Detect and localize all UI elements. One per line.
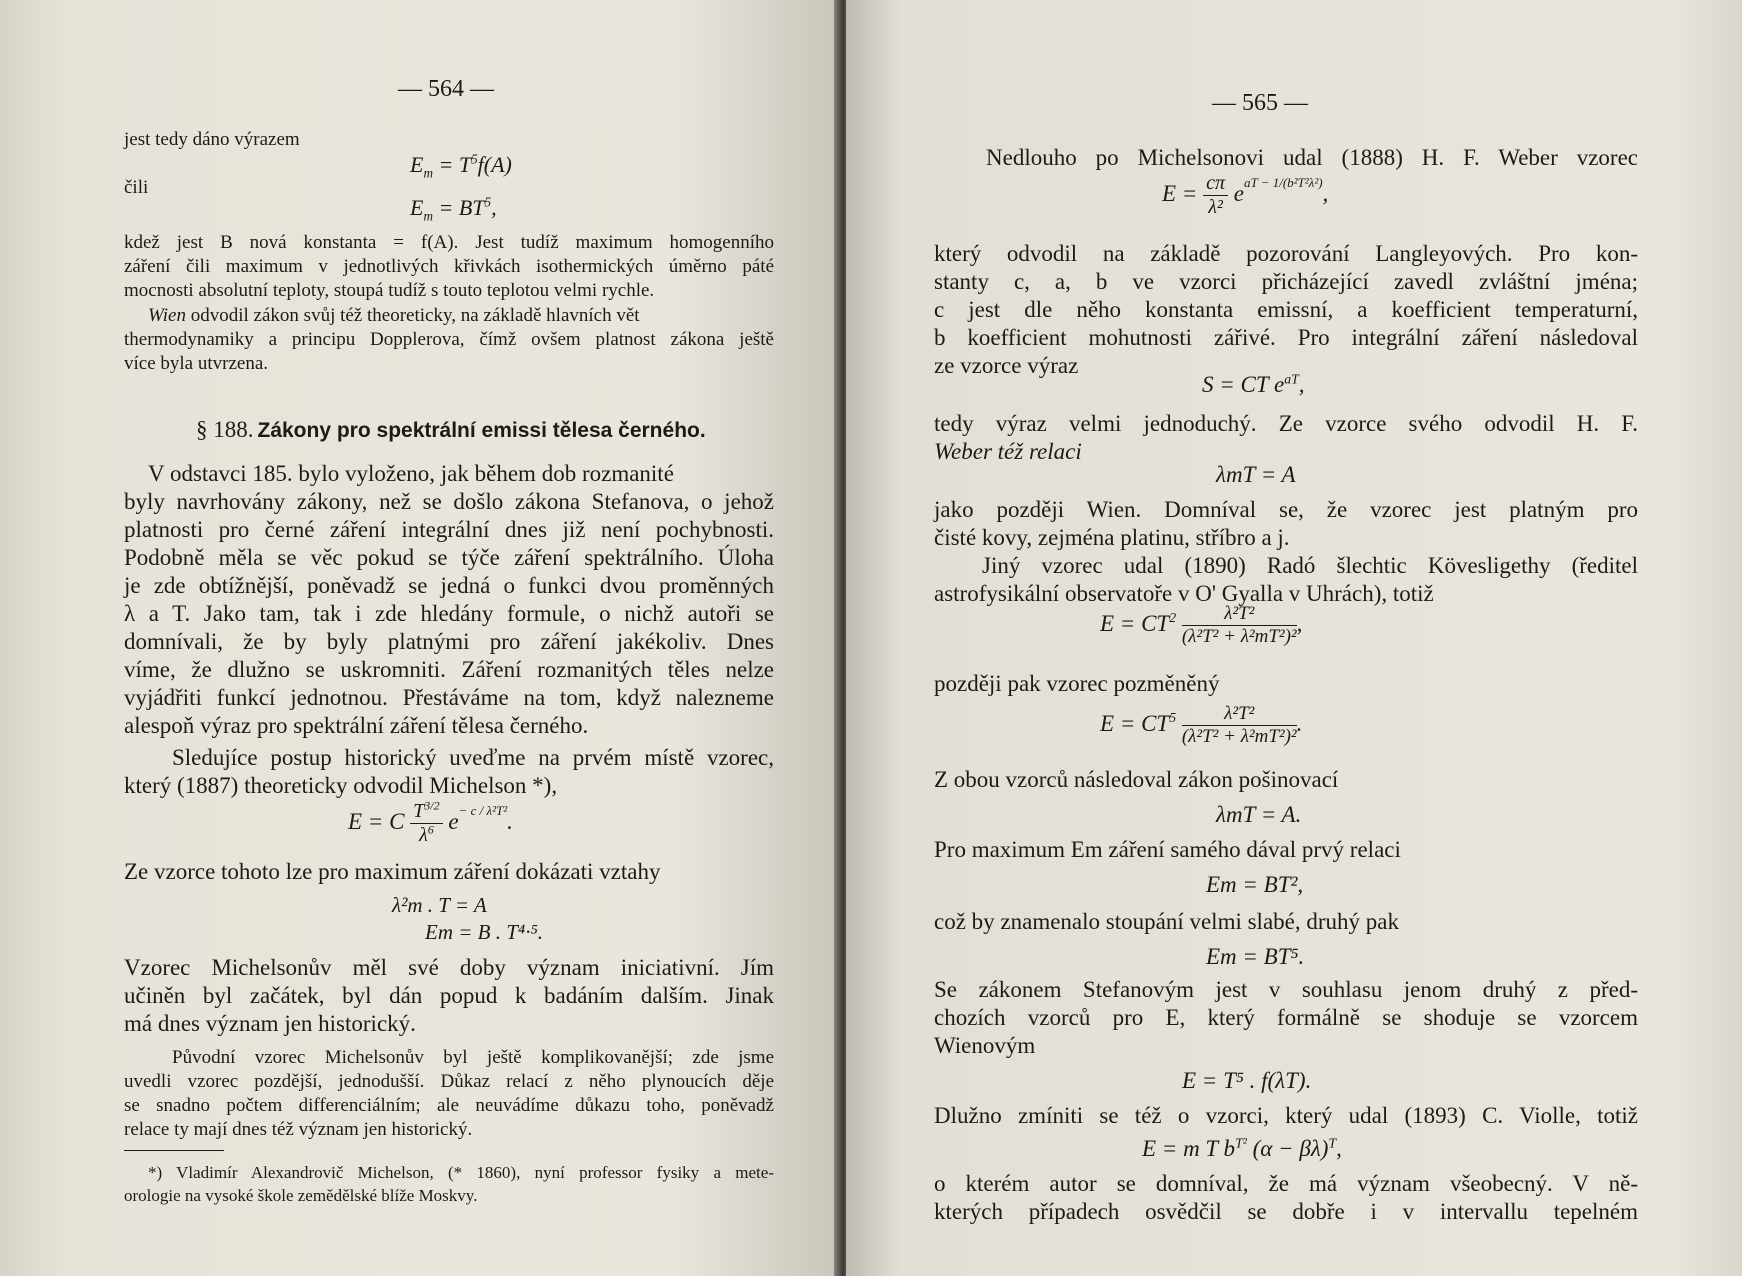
paragraph-line: b koefficient mohutnosti zářivé. Pro integrální záření následoval [934,325,1638,350]
note-line: uvedli vzorec pozdější, jednodušší. Důkaz relací z něho plynoucích děje [124,1071,774,1092]
paragraph-line: mocnosti absolutní teploty, stoupá tudíž s touto teplotou velmi rychle. [124,280,655,301]
paragraph-line: alespoň výraz pro spektrální záření tělesa černého. [124,713,589,738]
equation-kovesligethy-2: $E = CT^5$ $\frac{\text{λ²T²}}{\text{(λ²T² + λ²mT²)²}}$ . [1100,703,1303,747]
page-number-left: — 564 — [398,76,494,102]
paragraph-line: kterých případech osvědčil se dobře i v intervallu tepelném [934,1199,1638,1224]
paragraph-line: Sledujíce postup historický uveďme na prvém místě vzorec, [172,745,774,770]
right-page [846,0,1742,1276]
paragraph-line: domnívali, že by byly platnými pro záření jakékoliv. Dnes [124,629,774,654]
equation-wien: E = T⁵ . f(λT). [1182,1068,1312,1093]
paragraph-line: Wien odvodil zákon svůj též theoreticky, na základě hlavních vět [148,305,640,326]
paragraph-line: byly navrhovány zákony, než se došlo zákona Stefanova, o jehož [124,489,774,514]
paragraph-line: víme, že dlužno se uskromniti. Záření rozmanitých těles nelze [124,657,774,682]
paragraph-line: platnosti pro černé záření integrální dnes již není pochybnosti. [124,517,774,542]
equation-em-b-t45: Em = B . T⁴·⁵. [425,920,544,944]
equation-lambda-m: λ²m . T = A [392,893,487,917]
paragraph-line: Nedlouho po Michelsonovi udal (1888) H. F. Weber vzorec [986,145,1638,170]
paragraph-line: V odstavci 185. bylo vyloženo, jak během dob rozmanité [148,461,674,486]
paragraph-line: čisté kovy, zejména platinu, stříbro a j. [934,525,1290,550]
paragraph-line: Z obou vzorců následoval zákon pošinovací [934,767,1339,792]
paragraph-line: jako později Wien. Domníval se, že vzorec jest platným pro [934,497,1638,522]
paragraph-line: o kterém autor se domníval, že má význam všeobecný. V ně- [934,1171,1638,1196]
paragraph-line: Weber též relaci [934,439,1082,464]
equation-em-f: $E_m = T^5f(A)$ [410,151,512,181]
paragraph-line: který odvodil na základě pozorování Langleyových. Pro kon- [934,241,1638,266]
note-line: relace ty mají dnes též význam jen historický. [124,1119,473,1140]
note-line: se snadno počtem differenciálním; ale neuvádíme důkazu toho, poněvadž [124,1095,774,1116]
paragraph-line: Se zákonem Stefanovým jest v souhlasu jenom druhý z před- [934,977,1638,1002]
equation-displacement-2: λmT = A. [1216,802,1302,827]
equation-em-bt5: $E_m = BT^5$, [410,194,497,224]
paragraph-line: tedy výraz velmi jednoduchý. Ze vzorce svého odvodil H. F. [934,411,1638,436]
section-number: § 188. [196,417,254,442]
paragraph-line: záření čili maximum v jednotlivých křivkách isothermických úměrno páté [124,256,774,277]
paragraph-line: kdež jest B nová konstanta = f(A). Jest tudíž maximum homogenního [124,232,774,253]
page-number-right: — 565 — [1212,90,1308,116]
paragraph-line: Podobně měla se věc pokud se týče záření spektrálního. Úloha [124,545,774,570]
footnote-line: orologie na vysoké škole zemědělské blíže Moskvy. [124,1186,478,1205]
text-line: jest tedy dáno výrazem [124,129,300,150]
paragraph-line: Pro maximum Em záření samého dával prvý relaci [934,837,1401,862]
paragraph-line: více byla utvrzena. [124,353,269,374]
equation-integral: S = CT $e^{aT}$, [1202,371,1305,397]
paragraph-line: je zde obtížnější, poněvadž se jedná o funkci dvou proměnných [124,573,774,598]
equation-displacement: λmT = A [1216,462,1296,487]
paragraph-line: Jiný vzorec udal (1890) Radó šlechtic Kövesligethy (ředitel [982,553,1638,578]
equation-em-bt2: Em = BT², [1206,872,1304,897]
paragraph-line: astrofysikální observatoře v O' Gyalla v Uhrách), totiž [934,581,1434,606]
paragraph-line: stanty c, a, b ve vzorci přicházející zavedl zvláštní jména; [934,269,1638,294]
paragraph-line: ze vzorce výraz [934,353,1079,378]
paragraph-line: má dnes význam jen historický. [124,1011,416,1036]
paragraph-line: thermodynamiky a principu Dopplerova, čímž ovšem platnost zákona ještě [124,329,774,350]
paragraph-line: chozích vzorců pro E, který formálně se shoduje se vzorcem [934,1005,1638,1030]
equation-em-bt5: Em = BT⁵. [1206,944,1305,969]
equation-weber: E = $\frac{c\pi}{\text{λ²}}$ $e^{aT - 1/(b^2T^2\lambda^2)}$, [1162,172,1329,218]
paragraph-line: učiněn byl začátek, byl dán popud k badáním dalším. Jinak [124,983,774,1008]
paragraph-line: což by znamenalo stoupání velmi slabé, druhý pak [934,909,1399,934]
section-title: Zákony pro spektrální emissi tělesa černého. [257,419,706,442]
paragraph-line: Dlužno zmíniti se též o vzorci, který udal (1893) C. Violle, totiž [934,1103,1638,1128]
section-heading [196,418,706,441]
equation-violle: E = m T $b^{T^2}$ $(\alpha - \beta\lambda)^T$, [1142,1135,1342,1161]
note-line: Původní vzorec Michelsonův byl ještě komplikovanější; zde jsme [172,1047,774,1068]
paragraph-line: který (1887) theoreticky odvodil Michelson *), [124,773,558,798]
text-line: čili [124,177,149,198]
footnote-rule [124,1150,224,1151]
paragraph-line: c jest dle něho konstanta emissní, a koefficient temperaturní, [934,297,1638,322]
paragraph-line: vyjádřiti funkcí jednotnou. Přestáváme na tom, když nalezneme [124,685,774,710]
paragraph-line: λ a T. Jako tam, tak i zde hledány formule, o nichž autoři se [124,601,774,626]
paragraph-line: Vzorec Michelsonův měl své doby význam iniciativní. Jím [124,955,774,980]
paragraph-line: Wienovým [934,1033,1036,1058]
equation-kovesligethy-1: $E = CT^2$ $\frac{\text{λ²T²}}{\text{(λ²T² + λ²mT²)²}}$ , [1100,603,1303,647]
equation-michelson: E = C $\frac{T^{3/2}}{\lambda^6}$ $e^{- c / \lambda^2T^2}$. [348,798,513,846]
paragraph-line: Ze vzorce tohoto lze pro maximum záření dokázati vztahy [124,859,661,884]
footnote-line: *) Vladimír Alexandrovič Michelson, (* 1860), nyní professor fysiky a mete- [148,1163,774,1182]
paragraph-line: později pak vzorec pozměněný [934,671,1220,696]
left-page [0,0,840,1276]
